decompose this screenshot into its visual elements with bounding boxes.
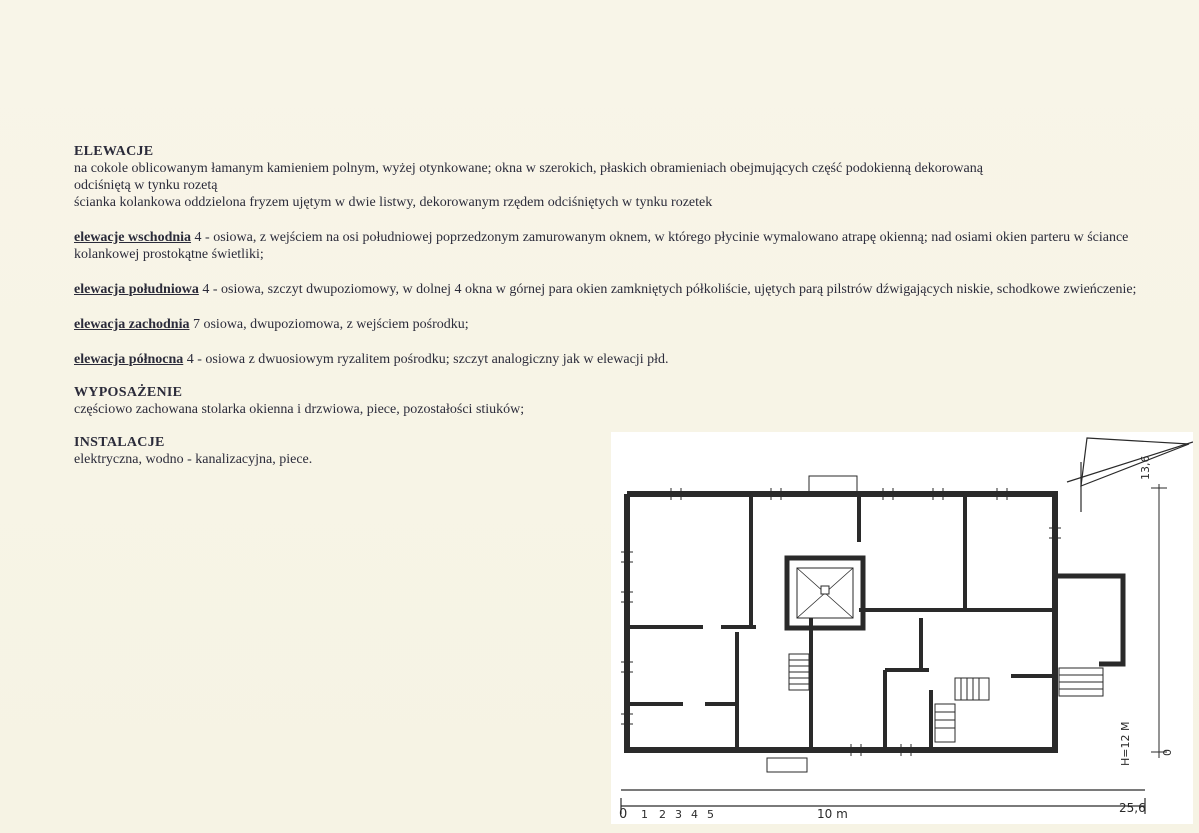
- scale-label-0: 0: [619, 807, 628, 822]
- chimney-stack: [787, 558, 863, 628]
- instalacje-text: elektryczna, wodno - kanalizacyjna, piece.: [74, 452, 313, 467]
- east-elevation-label: elewacje wschodnia: [74, 230, 192, 245]
- floor-plan: [611, 432, 1193, 824]
- height-label: H=12 M: [1119, 721, 1132, 766]
- north-elevation-paragraph: [74, 351, 1164, 368]
- west-elevation-label: elewacja zachodnia: [74, 317, 190, 332]
- west-elevation-paragraph: [74, 316, 1164, 333]
- interior-walls: [627, 494, 1055, 750]
- wyposazenie-text: częściowo zachowana stolarka okienna i drzwiowa, piece, pozostałości stiuków;: [74, 402, 525, 417]
- north-elevation-text: 4 - osiowa z dwuosiowym ryzalitem pośrodku; szczyt analogiczny jak w elewacji płd.: [183, 352, 669, 367]
- east-annex: [1055, 576, 1123, 664]
- scale-label-2: 2: [659, 808, 666, 821]
- scale-label-3: 3: [675, 808, 682, 821]
- exterior-walls: [627, 494, 1055, 750]
- east-elevation-paragraph: [74, 229, 1164, 263]
- elewacje-line: odciśniętą w tynku rozetą: [74, 178, 218, 193]
- scale-label-5: 5: [707, 808, 714, 821]
- south-elevation-text: 4 - osiowa, szczyt dwupoziomowy, w dolnej 4 okna w górnej para okien zamkniętych półkoliście, ujętych parą pilstrów dźwigających niskie, schodkowe zwieńczenie;: [198, 282, 1137, 297]
- east-elevation-text: 4 - osiowa, z wejściem na osi południowej poprzedzonym zamurowanym oknem, w którego płycinie wymalowano atrapę okienną; nad osiami okien parteru w ściance kolankowej prostokątne świetliki;: [74, 230, 1129, 262]
- west-elevation-text: 7 osiowa, dwupoziomowa, z wejściem pośrodku;: [189, 317, 469, 332]
- scale-bar: [621, 790, 1145, 814]
- elewacje-line: ścianka kolankowa oddzielona fryzem ujętym w dwie listwy, dekorowanym rzędem odciśniętych w tynku rozetek: [74, 195, 713, 210]
- north-elevation-label: elewacja północna: [74, 352, 184, 367]
- section-title-instalacje: INSTALACJE: [74, 435, 165, 450]
- description-text: [74, 143, 1164, 468]
- elevation-zero-label: 0: [1161, 749, 1174, 756]
- scale-label-4: 4: [691, 808, 698, 821]
- floor-plan-drawing: [611, 432, 1193, 824]
- north-arrow: [1067, 438, 1193, 512]
- south-elevation-paragraph: [74, 281, 1164, 298]
- scale-label-1: 1: [641, 808, 648, 821]
- elevation-scale: [1151, 484, 1167, 758]
- section-title-wyposazenie: WYPOSAŻENIE: [74, 385, 183, 400]
- section-title-elewacje: ELEWACJE: [74, 144, 154, 159]
- scale-label-10m: 10 m: [817, 807, 848, 821]
- south-elevation-label: elewacja południowa: [74, 282, 199, 297]
- windows: [621, 488, 1061, 756]
- dimension-label: 25,6: [1119, 801, 1146, 815]
- elevation-top-label: 13,6: [1139, 455, 1152, 480]
- elewacje-line: na cokole oblicowanym łamanym kamieniem polnym, wyżej otynkowane; okna w szerokich, płaskich obramieniach obejmujących część podokienną dekorowaną: [74, 161, 983, 176]
